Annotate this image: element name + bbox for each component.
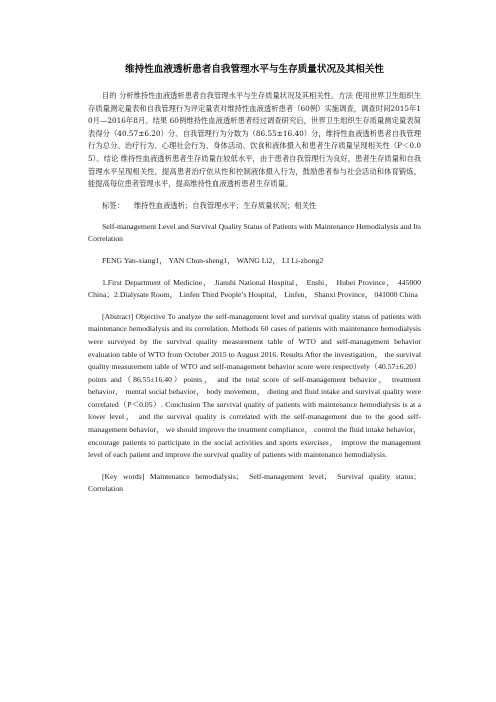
keywords-chinese-label: 标签： <box>102 200 124 210</box>
document-title: 维持性血液透析患者自我管理水平与生存质量状况及其相关性 <box>124 64 385 75</box>
abstract-chinese: 目的 分析维持性血液透析患者自我管理水平与生存质量状况及其相关性。方法 使用世界卫生组织生存质量测定量表和自我管理行为评定量表对维持性血液透析患者（60例）实施调查，调查时间2015年10月—2016年8月。结果 60例维持性血液透析患者经过调查研究后，世界卫生组织生存质量测定量表简表得分（40.57±6.20）分、自我管理行为分数为（86.55±16.40）分，维持性血液透析患者自我管理行为总分、治疗行为、心理社会行为、身体活动、饮食和液体摄入和患者生存质量呈现相关性（P＜0.05）。结论 维持性血液透析患者生存质量在较低水平，由于患者自我管理行为良好，患者生存质量和自我管理水平呈现相关性，提高患者治疗依从性和控制液体摄入行为，鼓励患者参与社会活动和体育锻炼，能提高每位患者管理水平，提高维持性血液透析患者生存质量。 <box>88 91 421 189</box>
keywords-chinese <box>88 200 421 212</box>
keywords-english: [Key words] Maintenance hemodialysis； Self-management level； Survival quality status； Correlation <box>88 471 421 494</box>
document-page <box>88 64 421 496</box>
abstract-english: [Abstract] Objective To analyze the self-management level and survival quality status of patients with maintenance hemodialysis and its correlation. Methods 60 cases of patients with maintenance hemodialysis were surveyed by the survival quality measurement table of WTO and self-management behavior evaluation table of WTO from October 2015 to August 2016. Results After the investigation， the survival quality measurement table of WTO and self-management behavior score were respectively（40.57±6.20）points and（86.55±16.40）points， and the total score of self-management behavior， treatment behavior， mental social behavior， body movement， dieting and fluid intake and survival quality were correlated（P＜0.05）. Conclusion The survival quality of patients with maintenance hemodialysis is at a lower level， and the survival quality is correlated with the self-management due to the good self-management behavior， we should improve the treatment compliance， control the fluid intake behavior， encourage patients to participate in the social activities and sports exercises， improve the management level of each patient and improve the survival quality of patients with maintenance hemodialysis. <box>88 311 421 460</box>
keywords-chinese-text: 维持性血液透析；自我管理水平；生存质量状况；相关性 <box>133 200 317 210</box>
english-authors: FENG Yan-xiang1， YAN Chun-sheng1， WANG Li2， LI Li-zhong2 <box>102 255 324 265</box>
english-title: Self-management Level and Survival Quality Status of Patients with Maintenance Hemodialysis and Its Correlation <box>88 221 421 244</box>
english-affiliations: 1.First Department of Medicine， Jianshi National Hospital， Enshi， Hubei Province， 445000 China；2.Dialysate Room， Linfen Third People’s Hospital， Linfen， Shanxi Province， 041000 China <box>88 277 421 300</box>
